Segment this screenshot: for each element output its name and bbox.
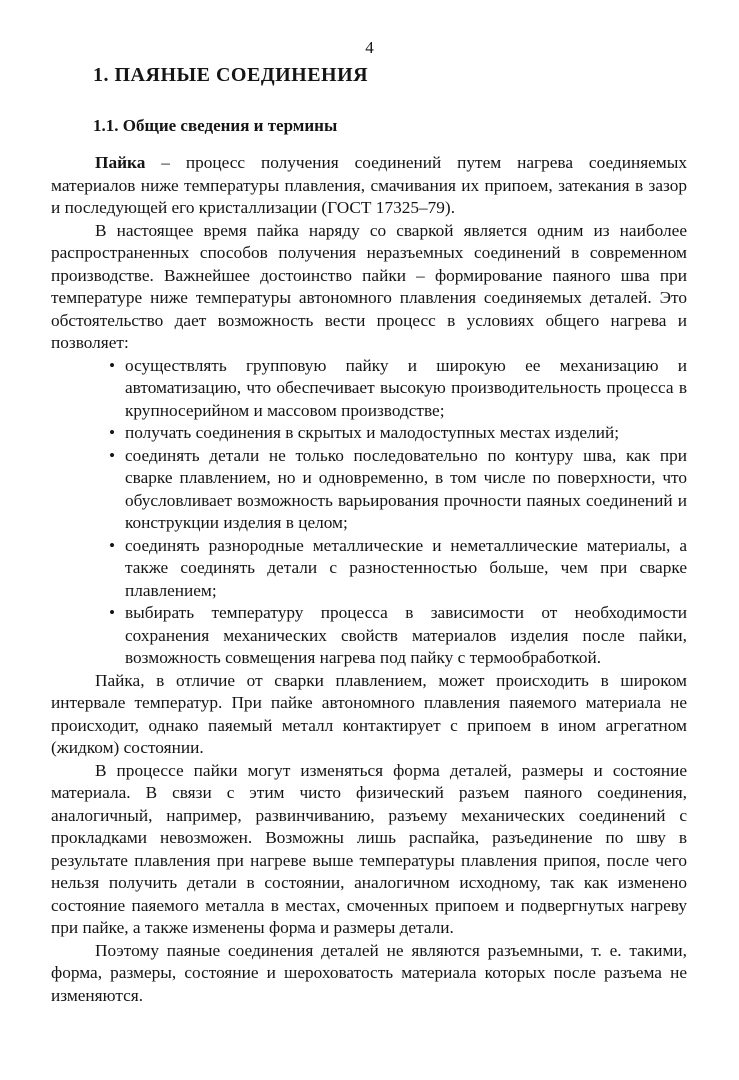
bullet-icon: • — [108, 603, 116, 622]
intro-paragraph: В настоящее время пайка наряду со сваркой является одним из наиболее распространенных способов получения неразъемных соединений в современном производстве. Важнейшее достоинство пайки – формирование паяного шва при температуре ниже температуры автономного плавления соединяемых деталей. Это обстоятельство дает возможность вести процесс в условиях общего нагрева и позволяет: — [51, 220, 687, 352]
list-item-text: соединять детали не только последовательно по контуру шва, как при сварке плавлением, но и одновременно, в том числе по поверхности, что обусловливает возможность варьирования прочности паяных соединений и конструкции изделия в целом; — [125, 445, 687, 532]
advantages-list — [51, 355, 687, 670]
list-item — [51, 445, 687, 535]
bullet-icon: • — [108, 445, 116, 465]
bullet-icon: • — [108, 355, 116, 375]
section-title: 1.1. Общие сведения и термины — [93, 116, 338, 135]
list-item — [51, 602, 687, 670]
paragraph-3: В процессе пайки могут изменяться форма деталей, размеры и состояние материала. В связи с этим чисто физический разъем паяного соединения, аналогичный, например, развинчиванию, разъему механических соединений с прокладками невозможен. Возможны лишь распайка, разъединение по шву в результате плавления при нагреве выше температуры плавления припоя, после чего нельзя получить детали в состоянии, аналогичном исходному, так как изменено состояние паяемого металла в местах, смоченных припоем и подвергнутых нагреву при пайке, а также изменены форма и размеры детали. — [51, 760, 687, 937]
list-item-text: выбирать температуру процесса в зависимости от необходимости сохранения механических свойств материалов изделия после пайки, возможность совмещения нагрева под пайку с термообработкой. — [125, 603, 687, 667]
bullet-icon: • — [108, 423, 116, 442]
list-item — [51, 355, 687, 423]
paragraph-4: Поэтому паяные соединения деталей не являются разъемными, т. е. такими, форма, размеры, состояние и шероховатость материала которых после разъема не изменяются. — [51, 940, 687, 1005]
definition-text: – процесс получения соединений путем нагрева соединяемых материалов ниже температуры плавления, смачивания их припоем, затекания в зазор и последующей его кристаллизации (ГОСТ 17325–79). — [51, 153, 687, 217]
list-item-text: осуществлять групповую пайку и широкую ее механизацию и автоматизацию, что обеспечивает высокую производительность процесса в крупносерийном и массовом производстве; — [125, 355, 687, 420]
paragraph-2: Пайка, в отличие от сварки плавлением, может происходить в широком интервале температур. При пайке автономного плавления паяемого материала не происходит, однако паяемый металл контактирует с припоем в ином агрегатном (жидком) состоянии. — [51, 670, 687, 757]
body-text — [51, 152, 687, 1007]
bullet-icon: • — [108, 535, 116, 555]
list-item-text: соединять разнородные металлические и неметаллические материалы, а также соединять детали с разностенностью больше, чем при сварке плавлением; — [125, 535, 687, 600]
list-item-text: получать соединения в скрытых и малодоступных местах изделий; — [125, 423, 619, 442]
list-item — [51, 535, 687, 603]
list-item — [51, 422, 687, 445]
definition-term: Пайка — [95, 153, 146, 172]
page-number: 4 — [365, 38, 374, 57]
chapter-title: 1. ПАЯНЫЕ СОЕДИНЕНИЯ — [93, 64, 369, 86]
definition-paragraph — [51, 152, 687, 220]
